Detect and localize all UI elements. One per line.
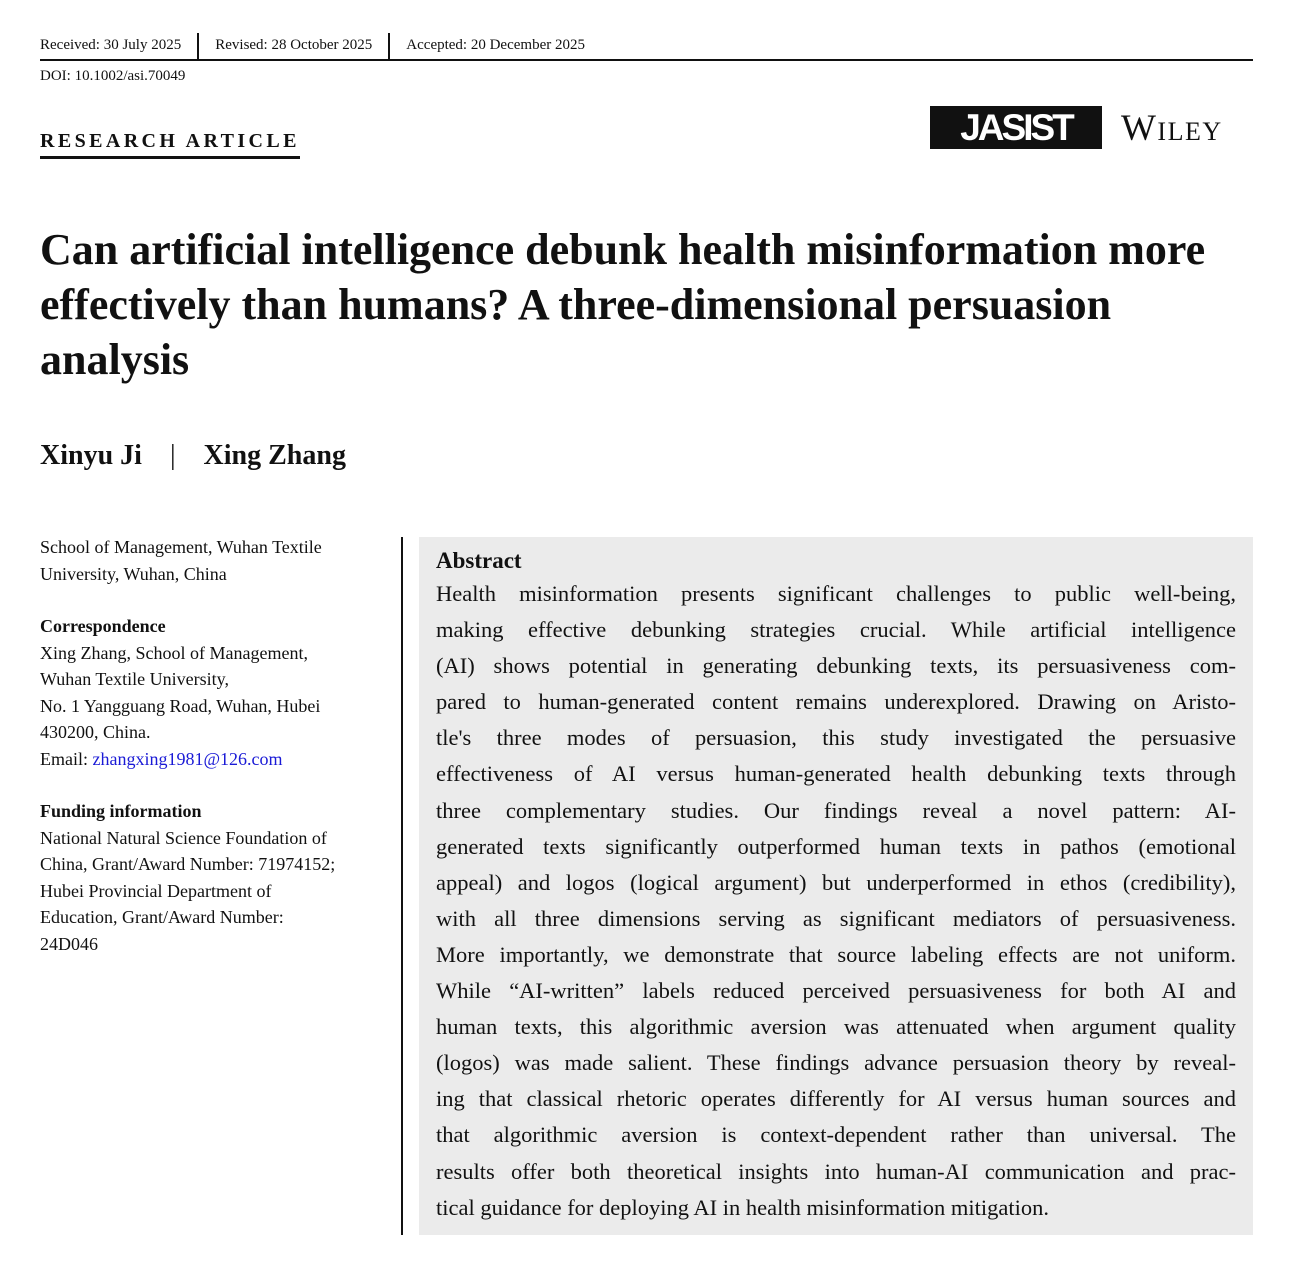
abstract-line: that algorithmic aversion is context-dependent rather than universal. The: [436, 1122, 1236, 1148]
publication-dates-bar: [40, 33, 1253, 61]
jasist-logo: [930, 106, 1102, 149]
correspondence-line: 430200, China.: [40, 722, 151, 742]
abstract-line: ing that classical rhetoric operates differently for AI versus human sources and: [436, 1086, 1236, 1112]
author-name: Xinyu Ji: [40, 440, 142, 471]
accepted-date: Accepted: 20 December 2025: [406, 37, 585, 53]
abstract-line: (logos) was made salient. These findings advance persuasion theory by reveal-: [436, 1050, 1236, 1076]
abstract-line: with all three dimensions serving as significant mediators of persuasiveness.: [436, 905, 1236, 931]
correspondence-line: Xing Zhang, School of Management,: [40, 642, 308, 663]
received-date: Received: 30 July 2025: [40, 37, 182, 53]
abstract-line: results offer both theoretical insights into human-AI communication and prac-: [436, 1158, 1236, 1184]
wiley-logo: Wiley: [1121, 108, 1223, 149]
correspondence: [40, 613, 385, 772]
author-separator: |: [169, 440, 176, 471]
author-name: Xing Zhang: [203, 440, 346, 471]
jasist-logo-text: JASIST: [960, 106, 1072, 148]
correspondence-line: No. 1 Yangguang Road, Wuhan, Hubei: [40, 695, 321, 716]
abstract-line: appeal) and logos (logical argument) but underperformed in ethos (credibility),: [436, 869, 1236, 895]
abstract-line: (AI) shows potential in generating debunking texts, its persuasiveness com-: [436, 653, 1236, 679]
funding-line: National Natural Science Foundation of: [40, 827, 327, 848]
column-divider: [401, 537, 403, 1235]
funding-line: China, Grant/Award Number: 71974152;: [40, 854, 336, 874]
paper-title: Can artificial intelligence debunk health misinformation more effectively than humans? A three-dimensional persuasion analysis: [40, 225, 1206, 384]
funding-heading: Funding information: [40, 801, 202, 821]
abstract-line: pared to human-generated content remains underexplored. Drawing on Aristo-: [436, 689, 1236, 715]
correspondence-line: Wuhan Textile University,: [40, 669, 229, 689]
email-line: [40, 746, 385, 773]
abstract-line: More importantly, we demonstrate that source labeling effects are not uniform.: [436, 941, 1236, 967]
abstract-text: [436, 576, 1236, 1226]
abstract-line: tical guidance for deploying AI in health misinformation mitigation.: [436, 1194, 1049, 1220]
date-separator: [197, 33, 199, 60]
funding-line: 24D046: [40, 933, 98, 954]
author-list: [40, 440, 346, 472]
abstract-line: generated texts significantly outperformed human texts in pathos (emotional: [436, 833, 1236, 859]
author-info-column: [40, 534, 385, 983]
abstract-box: [419, 537, 1253, 1235]
article-type-label: RESEARCH ARTICLE: [40, 130, 300, 159]
email-link[interactable]: zhangxing1981@126.com: [92, 748, 283, 769]
date-separator: [388, 33, 390, 60]
email-label: Email:: [40, 748, 93, 769]
funding-line: Hubei Provincial Department of: [40, 880, 272, 901]
abstract-line: making effective debunking strategies crucial. While artificial intelligence: [436, 617, 1236, 643]
revised-date: Revised: 28 October 2025: [215, 37, 373, 53]
affiliation-line: University, Wuhan, China: [40, 563, 227, 584]
funding-line: Education, Grant/Award Number:: [40, 907, 284, 927]
abstract-line: effectiveness of AI versus human-generated health debunking texts through: [436, 761, 1236, 787]
abstract-line: Health misinformation presents significant challenges to public well-being,: [436, 581, 1236, 606]
abstract-line: tle's three modes of persuasion, this study investigated the persuasive: [436, 725, 1236, 751]
doi: DOI: 10.1002/asi.70049: [40, 68, 186, 84]
affiliation: [40, 534, 385, 587]
funding-information: [40, 798, 385, 957]
abstract-line: While “AI-written” labels reduced perceived persuasiveness for both AI and: [436, 978, 1236, 1004]
abstract-line: human texts, this algorithmic aversion was attenuated when argument quality: [436, 1014, 1236, 1040]
correspondence-heading: Correspondence: [40, 616, 166, 636]
abstract-line: three complementary studies. Our findings reveal a novel pattern: AI-: [436, 797, 1236, 823]
affiliation-line: School of Management, Wuhan Textile: [40, 537, 322, 557]
abstract-heading: Abstract: [436, 548, 522, 573]
